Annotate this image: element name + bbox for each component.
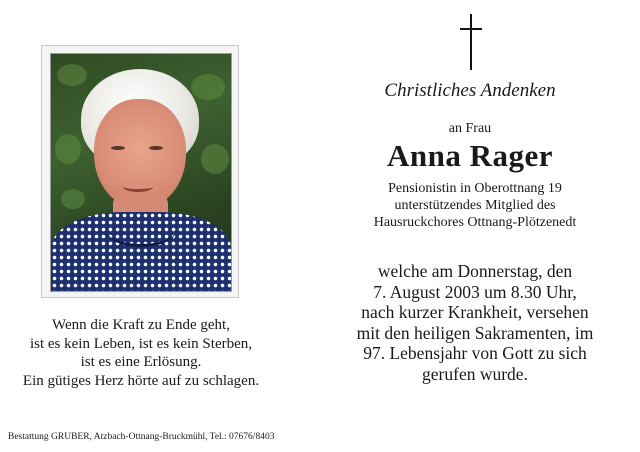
verse-line: ist es eine Erlösung. [80, 354, 202, 370]
description-line: Pensionistin in Oberottnang 19 [388, 181, 562, 196]
announcement-line: 97. Lebensjahr von Gott zu sich [363, 343, 587, 363]
portrait-photo [50, 53, 232, 292]
death-announcement [330, 261, 620, 384]
cross-icon [458, 14, 484, 70]
salutation: an Frau [448, 121, 492, 136]
portrait-frame [41, 45, 239, 298]
announcement-line: nach kurzer Krankheit, versehen [361, 302, 589, 322]
announcement-line: welche am Donnerstag, den [377, 261, 573, 281]
deceased-name: Anna Rager [386, 138, 554, 173]
verse-line: Ein gütiges Herz hörte auf zu schlagen. [22, 372, 260, 389]
description-line: unterstützendes Mitglied des [394, 198, 556, 213]
announcement-line: gerufen wurde. [422, 363, 528, 384]
heading: Christliches Andenken [384, 80, 556, 101]
funeral-home-footer: Bestattung GRUBER, Atzbach-Ottnang-Bruckmühl, Tel.: 07676/8403 [8, 432, 275, 442]
verse-line: Wenn die Kraft zu Ende geht, [52, 317, 230, 333]
description-line: Hausruckchores Ottnang-Plötzenedt [373, 215, 577, 230]
announcement-line: 7. August 2003 um 8.30 Uhr, [373, 281, 577, 302]
announcement-line: mit den heiligen Sakramenten, im [356, 322, 594, 343]
description [330, 180, 620, 231]
verse-line: ist es kein Leben, ist es kein Sterben, [29, 335, 253, 352]
memorial-verse [10, 316, 272, 390]
